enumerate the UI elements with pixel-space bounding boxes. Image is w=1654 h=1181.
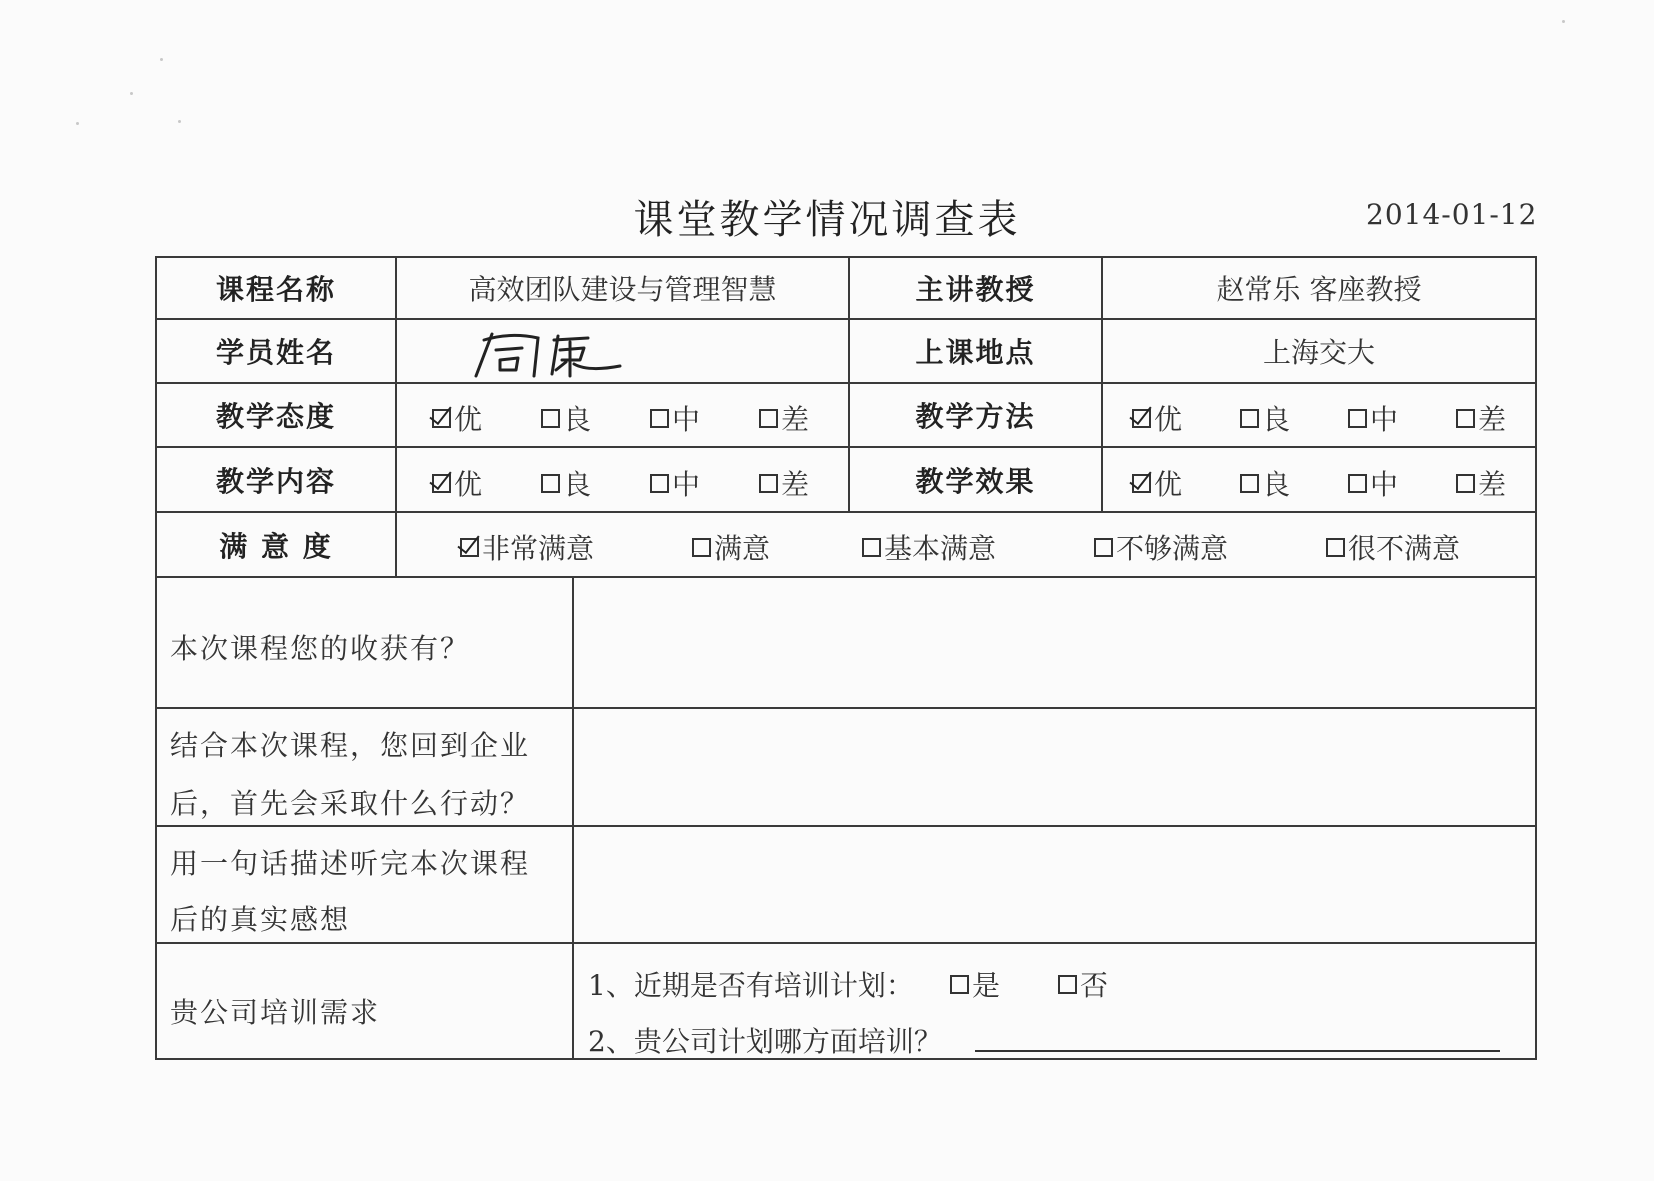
method-option-excellent[interactable]: 优 bbox=[1132, 398, 1182, 438]
scan-speck bbox=[178, 120, 181, 123]
checkbox-icon bbox=[650, 409, 669, 428]
effect-option-excellent[interactable]: 优 bbox=[1132, 463, 1182, 503]
checkbox-icon bbox=[950, 975, 969, 994]
satisfaction-option-very-unsatisfied[interactable]: 很不满意 bbox=[1326, 527, 1460, 567]
survey-date: 2014-01-12 bbox=[1366, 198, 1538, 231]
content-option-good[interactable]: 良 bbox=[541, 463, 591, 503]
lecturer-label: 主讲教授 bbox=[915, 273, 1036, 306]
answer-feeling-field[interactable] bbox=[576, 829, 1534, 940]
lecturer-value: 赵常乐 客座教授 bbox=[1216, 273, 1422, 306]
checkbox-icon bbox=[1326, 538, 1345, 557]
question-training-needs: 贵公司培训需求 bbox=[170, 996, 381, 1029]
checked-box-icon bbox=[432, 409, 451, 428]
attitude-label: 教学态度 bbox=[215, 400, 336, 433]
satisfaction-option-basically-satisfied[interactable]: 基本满意 bbox=[862, 527, 996, 567]
satisfaction-option-satisfied[interactable]: 满意 bbox=[692, 527, 770, 567]
course-name-value: 高效团队建设与管理智慧 bbox=[468, 273, 777, 306]
question-action-line2: 后，首先会采取什么行动？ bbox=[170, 787, 531, 820]
checkbox-icon bbox=[759, 474, 778, 493]
checked-box-icon bbox=[432, 474, 451, 493]
checkbox-icon bbox=[1240, 474, 1259, 493]
question-feeling-line1: 用一句话描述听完本次课程 bbox=[170, 847, 531, 880]
course-name-label: 课程名称 bbox=[215, 273, 336, 306]
checkbox-icon bbox=[862, 538, 881, 557]
checkbox-icon bbox=[1240, 409, 1259, 428]
question-feeling-line2: 后的真实感想 bbox=[170, 903, 351, 936]
checkbox-icon bbox=[692, 538, 711, 557]
checkbox-icon bbox=[1456, 474, 1475, 493]
effect-label: 教学效果 bbox=[915, 464, 1036, 498]
content-option-fair[interactable]: 中 bbox=[650, 463, 700, 503]
checkbox-icon bbox=[541, 409, 560, 428]
attitude-option-fair[interactable]: 中 bbox=[650, 398, 700, 438]
effect-option-poor[interactable]: 差 bbox=[1456, 463, 1506, 503]
method-option-fair[interactable]: 中 bbox=[1348, 398, 1398, 438]
location-value: 上海交大 bbox=[1262, 336, 1375, 369]
training-area-question: 2、贵公司计划哪方面培训？ bbox=[588, 1025, 942, 1058]
scan-speck bbox=[130, 92, 133, 95]
row-divider bbox=[155, 707, 1537, 709]
satisfaction-label: 满 意 度 bbox=[219, 529, 333, 563]
attitude-option-poor[interactable]: 差 bbox=[759, 398, 809, 438]
attitude-option-good[interactable]: 良 bbox=[541, 398, 591, 438]
content-label: 教学内容 bbox=[215, 464, 336, 498]
question-action-line1: 结合本次课程，您回到企业 bbox=[170, 729, 531, 762]
answer-action-field[interactable] bbox=[576, 711, 1534, 823]
question-gain: 本次课程您的收获有？ bbox=[170, 632, 471, 665]
checkbox-icon bbox=[650, 474, 669, 493]
row-divider bbox=[155, 942, 1537, 944]
checked-box-icon bbox=[460, 538, 479, 557]
scan-speck bbox=[1562, 20, 1565, 23]
table-border-right bbox=[1535, 256, 1537, 1060]
effect-option-good[interactable]: 良 bbox=[1240, 463, 1290, 503]
scan-speck bbox=[76, 122, 79, 125]
training-plan-question: 1、近期是否有培训计划： bbox=[588, 969, 914, 1002]
checkbox-icon bbox=[1456, 409, 1475, 428]
attitude-option-excellent[interactable]: 优 bbox=[432, 398, 482, 438]
satisfaction-option-very-satisfied[interactable]: 非常满意 bbox=[460, 527, 594, 567]
checkbox-icon bbox=[1094, 538, 1113, 557]
effect-option-fair[interactable]: 中 bbox=[1348, 463, 1398, 503]
row-divider bbox=[155, 576, 1537, 578]
answer-gain-field[interactable] bbox=[576, 580, 1534, 706]
checkbox-icon bbox=[541, 474, 560, 493]
student-name-label: 学员姓名 bbox=[215, 336, 336, 369]
location-label: 上课地点 bbox=[915, 336, 1036, 369]
checked-box-icon bbox=[1132, 474, 1151, 493]
satisfaction-option-not-satisfied[interactable]: 不够满意 bbox=[1094, 527, 1228, 567]
training-plan-option-yes[interactable]: 是 bbox=[950, 964, 1000, 1004]
method-option-poor[interactable]: 差 bbox=[1456, 398, 1506, 438]
training-area-input-line[interactable] bbox=[975, 1050, 1500, 1052]
checkbox-icon bbox=[1348, 474, 1367, 493]
scan-speck bbox=[160, 58, 163, 61]
method-option-good[interactable]: 良 bbox=[1240, 398, 1290, 438]
page-title: 课堂教学情况调查表 bbox=[633, 197, 1021, 243]
student-name-signature bbox=[470, 326, 630, 386]
column-divider bbox=[572, 576, 574, 1060]
content-option-poor[interactable]: 差 bbox=[759, 463, 809, 503]
checkbox-icon bbox=[1348, 409, 1367, 428]
checked-box-icon bbox=[1132, 409, 1151, 428]
checkbox-icon bbox=[1058, 975, 1077, 994]
training-plan-option-no[interactable]: 否 bbox=[1058, 964, 1108, 1004]
checkbox-icon bbox=[759, 409, 778, 428]
content-option-excellent[interactable]: 优 bbox=[432, 463, 482, 503]
method-label: 教学方法 bbox=[915, 400, 1036, 433]
